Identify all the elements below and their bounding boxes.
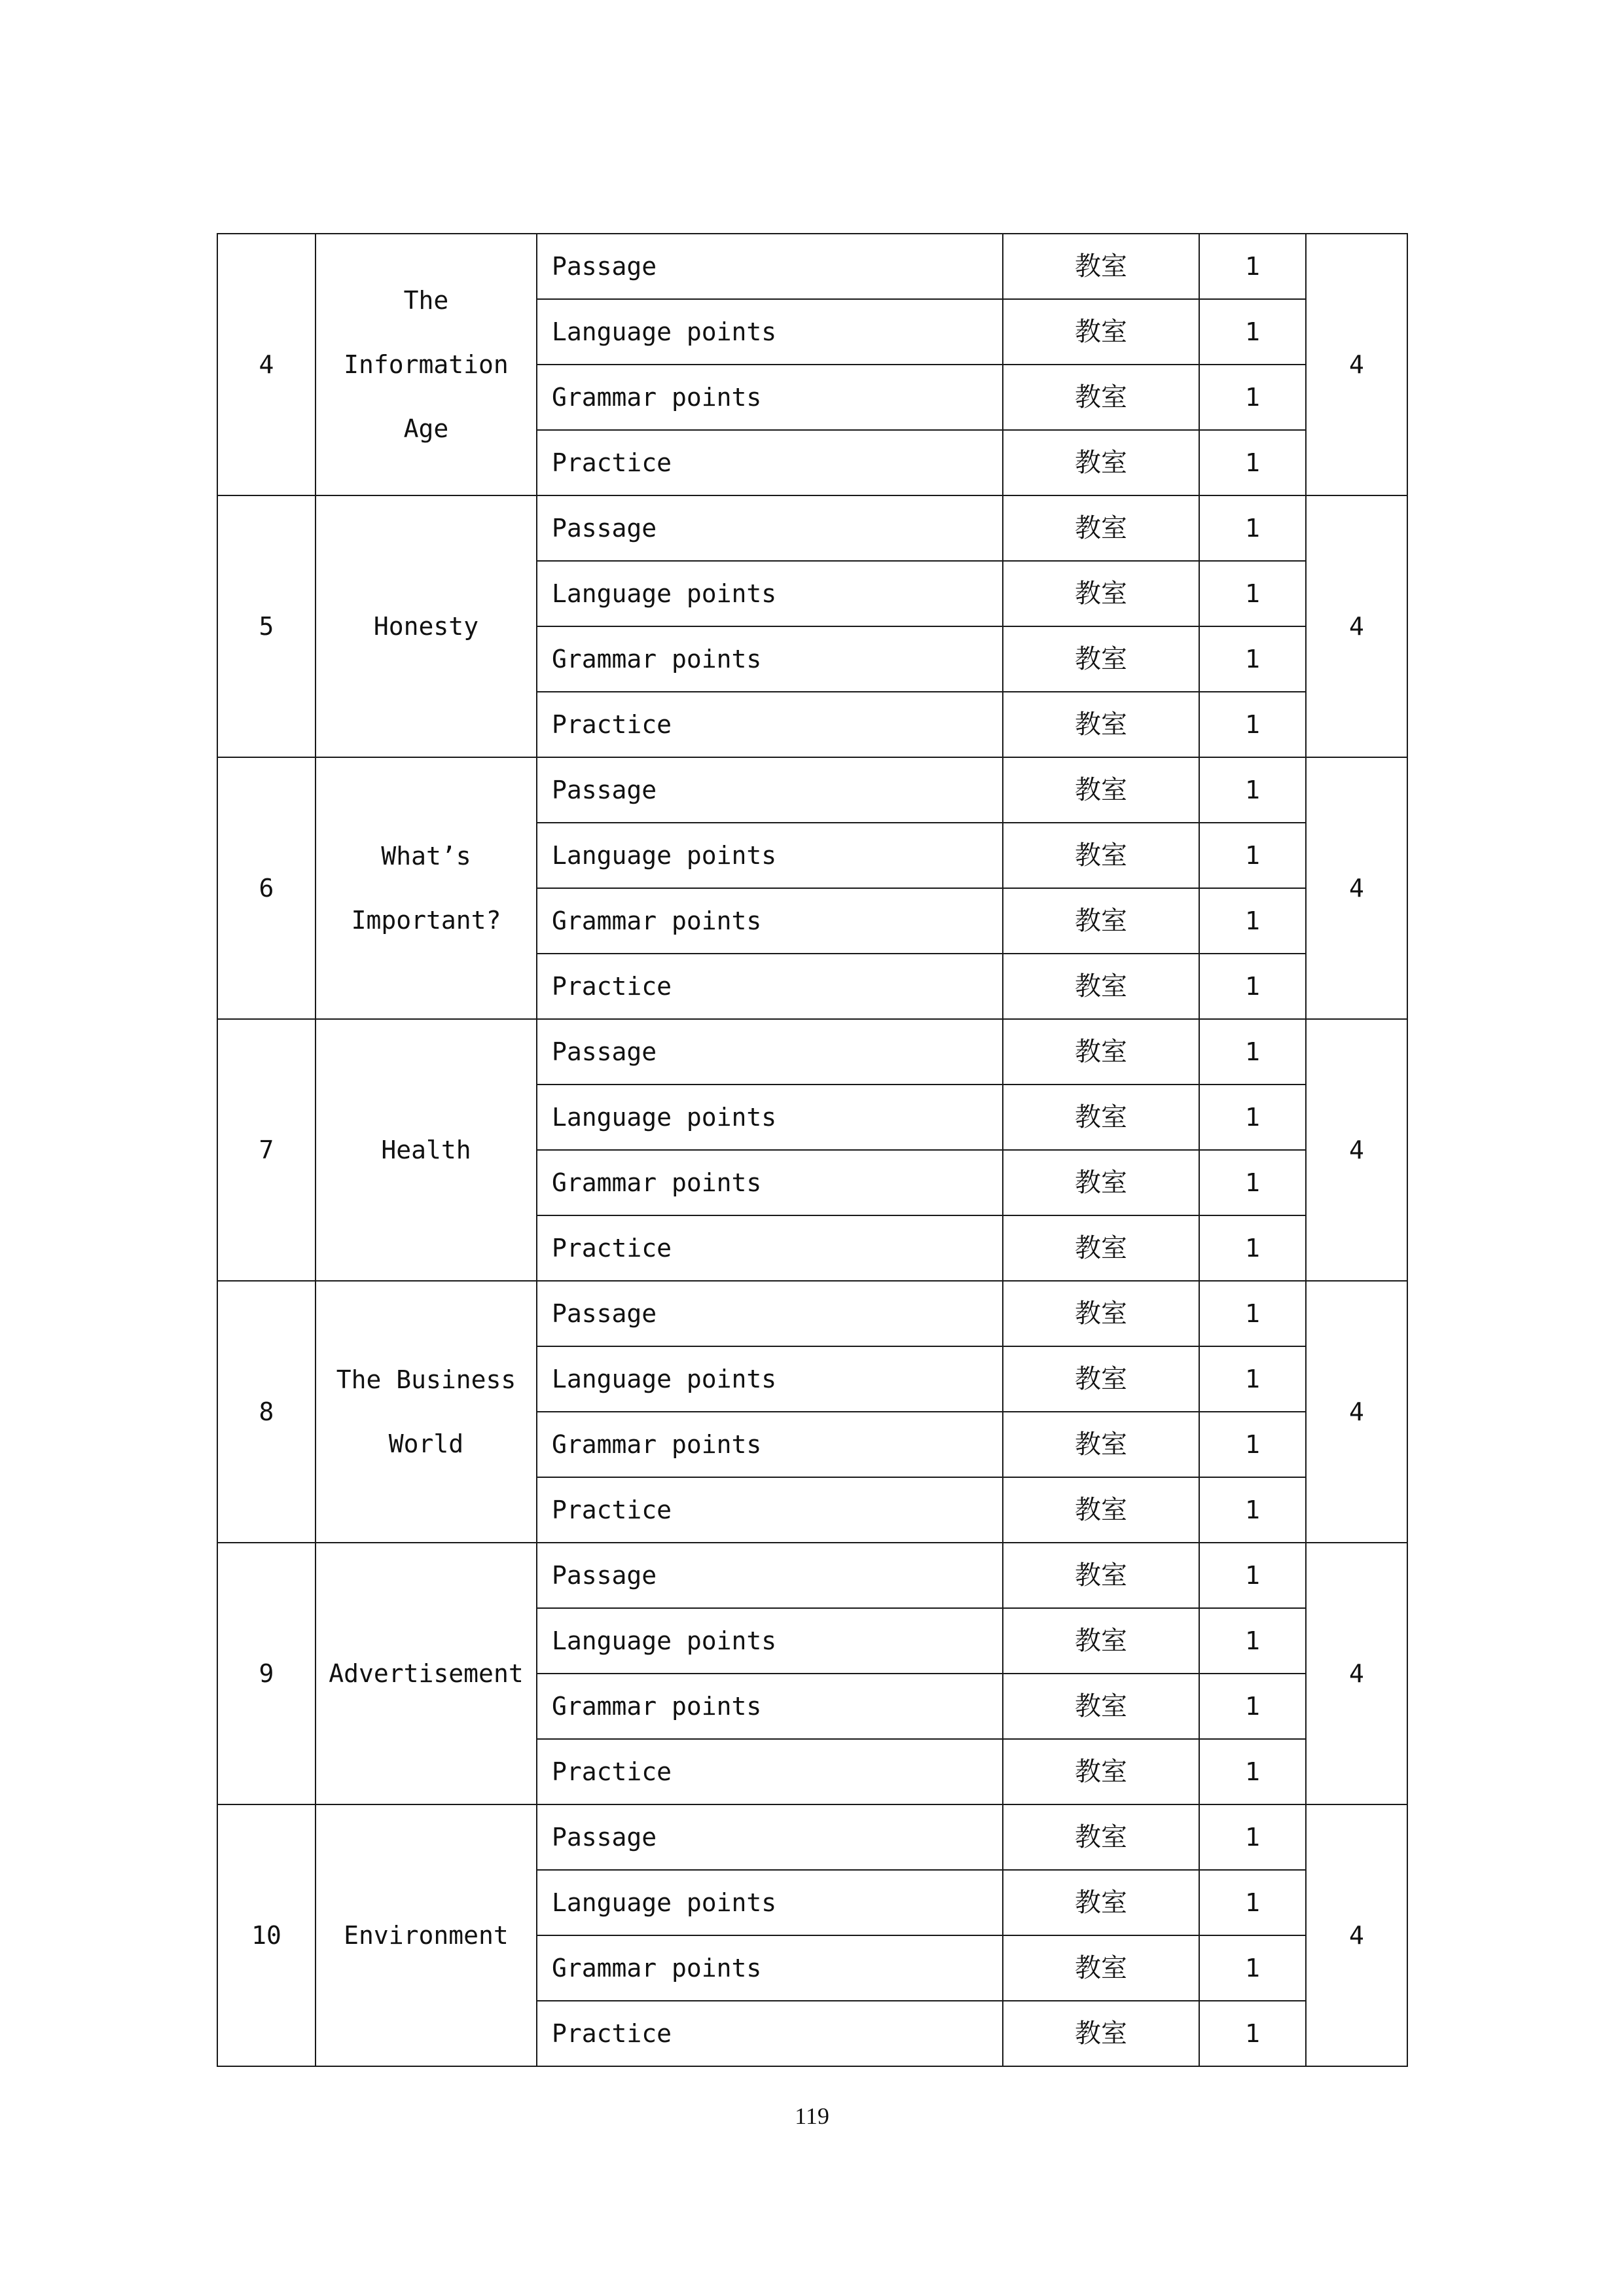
lesson-hours: 1: [1199, 823, 1306, 888]
lesson-hours: 1: [1199, 1935, 1306, 2001]
lesson-hours: 1: [1199, 1804, 1306, 1870]
lesson-topic: Passage: [537, 234, 1003, 299]
lesson-topic: Grammar points: [537, 888, 1003, 954]
unit-title-cell: [316, 1019, 537, 1281]
lesson-topic: Passage: [537, 757, 1003, 823]
table-row: [217, 1019, 1407, 1085]
lesson-venue: 教室: [1003, 299, 1199, 365]
lesson-venue: 教室: [1003, 1674, 1199, 1739]
lesson-topic: Practice: [537, 1215, 1003, 1281]
lesson-topic: Passage: [537, 1804, 1003, 1870]
lesson-topic: Practice: [537, 954, 1003, 1019]
lesson-topic: Passage: [537, 1019, 1003, 1085]
lesson-topic: Language points: [537, 299, 1003, 365]
table-row: [217, 1804, 1407, 1870]
lesson-topic: Practice: [537, 2001, 1003, 2066]
lesson-venue: 教室: [1003, 430, 1199, 495]
unit-title-cell: [316, 1804, 537, 2066]
page-number: 119: [795, 2103, 829, 2129]
unit-total-hours: 4: [1306, 1804, 1407, 2066]
lesson-hours: 1: [1199, 495, 1306, 561]
lesson-hours: 1: [1199, 561, 1306, 626]
unit-total-hours: 4: [1306, 234, 1407, 495]
table-row: [217, 1281, 1407, 1346]
lesson-hours: 1: [1199, 888, 1306, 954]
unit-total-hours: 4: [1306, 495, 1407, 757]
unit-title: What’s Important?: [351, 842, 501, 935]
lesson-hours: 1: [1199, 1085, 1306, 1150]
lesson-topic: Grammar points: [537, 365, 1003, 430]
lesson-topic: Practice: [537, 1739, 1003, 1804]
lesson-topic: Language points: [537, 561, 1003, 626]
unit-total-hours: 4: [1306, 757, 1407, 1019]
lesson-venue: 教室: [1003, 1215, 1199, 1281]
lesson-hours: 1: [1199, 1281, 1306, 1346]
unit-number: 8: [217, 1281, 316, 1543]
unit-number: 9: [217, 1543, 316, 1804]
lesson-venue: 教室: [1003, 1804, 1199, 1870]
table-row: [217, 495, 1407, 561]
lesson-topic: Language points: [537, 1608, 1003, 1674]
lesson-hours: 1: [1199, 954, 1306, 1019]
lesson-topic: Practice: [537, 430, 1003, 495]
lesson-topic: Grammar points: [537, 626, 1003, 692]
lesson-hours: 1: [1199, 430, 1306, 495]
unit-title: Environment: [344, 1921, 509, 1950]
lesson-venue: 教室: [1003, 1739, 1199, 1804]
lesson-topic: Practice: [537, 1477, 1003, 1543]
lesson-venue: 教室: [1003, 1281, 1199, 1346]
lesson-topic: Language points: [537, 1085, 1003, 1150]
lesson-hours: 1: [1199, 1019, 1306, 1085]
lesson-hours: 1: [1199, 1477, 1306, 1543]
unit-total-hours: 4: [1306, 1543, 1407, 1804]
unit-title-cell: [316, 234, 537, 495]
lesson-topic: Passage: [537, 1281, 1003, 1346]
lesson-venue: 教室: [1003, 1346, 1199, 1412]
lesson-venue: 教室: [1003, 495, 1199, 561]
lesson-venue: 教室: [1003, 692, 1199, 757]
unit-title-cell: [316, 495, 537, 757]
lesson-topic: Language points: [537, 1870, 1003, 1935]
lesson-hours: 1: [1199, 757, 1306, 823]
unit-title-cell: [316, 1543, 537, 1804]
unit-number: 6: [217, 757, 316, 1019]
unit-title-cell: [316, 1281, 537, 1543]
lesson-hours: 1: [1199, 365, 1306, 430]
lesson-venue: 教室: [1003, 823, 1199, 888]
lesson-venue: 教室: [1003, 365, 1199, 430]
unit-title: The Business World: [336, 1365, 516, 1458]
lesson-hours: 1: [1199, 2001, 1306, 2066]
course-schedule-table: [217, 233, 1408, 2067]
table-row: [217, 757, 1407, 823]
unit-number: 10: [217, 1804, 316, 2066]
unit-number: 7: [217, 1019, 316, 1281]
lesson-venue: 教室: [1003, 234, 1199, 299]
lesson-venue: 教室: [1003, 1935, 1199, 2001]
lesson-topic: Passage: [537, 495, 1003, 561]
lesson-hours: 1: [1199, 692, 1306, 757]
lesson-hours: 1: [1199, 1346, 1306, 1412]
lesson-hours: 1: [1199, 1608, 1306, 1674]
lesson-venue: 教室: [1003, 2001, 1199, 2066]
lesson-venue: 教室: [1003, 1543, 1199, 1608]
unit-title: Honesty: [373, 612, 479, 641]
lesson-venue: 教室: [1003, 1085, 1199, 1150]
lesson-venue: 教室: [1003, 1412, 1199, 1477]
lesson-hours: 1: [1199, 299, 1306, 365]
unit-title: Health: [381, 1136, 471, 1164]
lesson-hours: 1: [1199, 1150, 1306, 1215]
lesson-hours: 1: [1199, 1543, 1306, 1608]
lesson-venue: 教室: [1003, 1150, 1199, 1215]
lesson-topic: Grammar points: [537, 1935, 1003, 2001]
unit-title: The Information Age: [344, 286, 509, 443]
lesson-topic: Practice: [537, 692, 1003, 757]
lesson-hours: 1: [1199, 234, 1306, 299]
course-schedule-body: [217, 234, 1407, 2066]
lesson-hours: 1: [1199, 1870, 1306, 1935]
unit-number: 4: [217, 234, 316, 495]
lesson-topic: Grammar points: [537, 1674, 1003, 1739]
lesson-venue: 教室: [1003, 757, 1199, 823]
lesson-venue: 教室: [1003, 888, 1199, 954]
lesson-hours: 1: [1199, 1674, 1306, 1739]
lesson-hours: 1: [1199, 1412, 1306, 1477]
lesson-topic: Grammar points: [537, 1412, 1003, 1477]
unit-total-hours: 4: [1306, 1019, 1407, 1281]
lesson-topic: Language points: [537, 823, 1003, 888]
lesson-venue: 教室: [1003, 561, 1199, 626]
lesson-hours: 1: [1199, 1215, 1306, 1281]
lesson-venue: 教室: [1003, 1608, 1199, 1674]
table-row: [217, 1543, 1407, 1608]
lesson-venue: 教室: [1003, 1477, 1199, 1543]
unit-number: 5: [217, 495, 316, 757]
unit-title-cell: [316, 757, 537, 1019]
lesson-venue: 教室: [1003, 1870, 1199, 1935]
unit-total-hours: 4: [1306, 1281, 1407, 1543]
lesson-venue: 教室: [1003, 626, 1199, 692]
unit-title: Advertisement: [329, 1659, 524, 1688]
lesson-hours: 1: [1199, 626, 1306, 692]
lesson-topic: Passage: [537, 1543, 1003, 1608]
lesson-venue: 教室: [1003, 954, 1199, 1019]
lesson-topic: Language points: [537, 1346, 1003, 1412]
lesson-hours: 1: [1199, 1739, 1306, 1804]
lesson-topic: Grammar points: [537, 1150, 1003, 1215]
lesson-venue: 教室: [1003, 1019, 1199, 1085]
table-row: [217, 234, 1407, 299]
